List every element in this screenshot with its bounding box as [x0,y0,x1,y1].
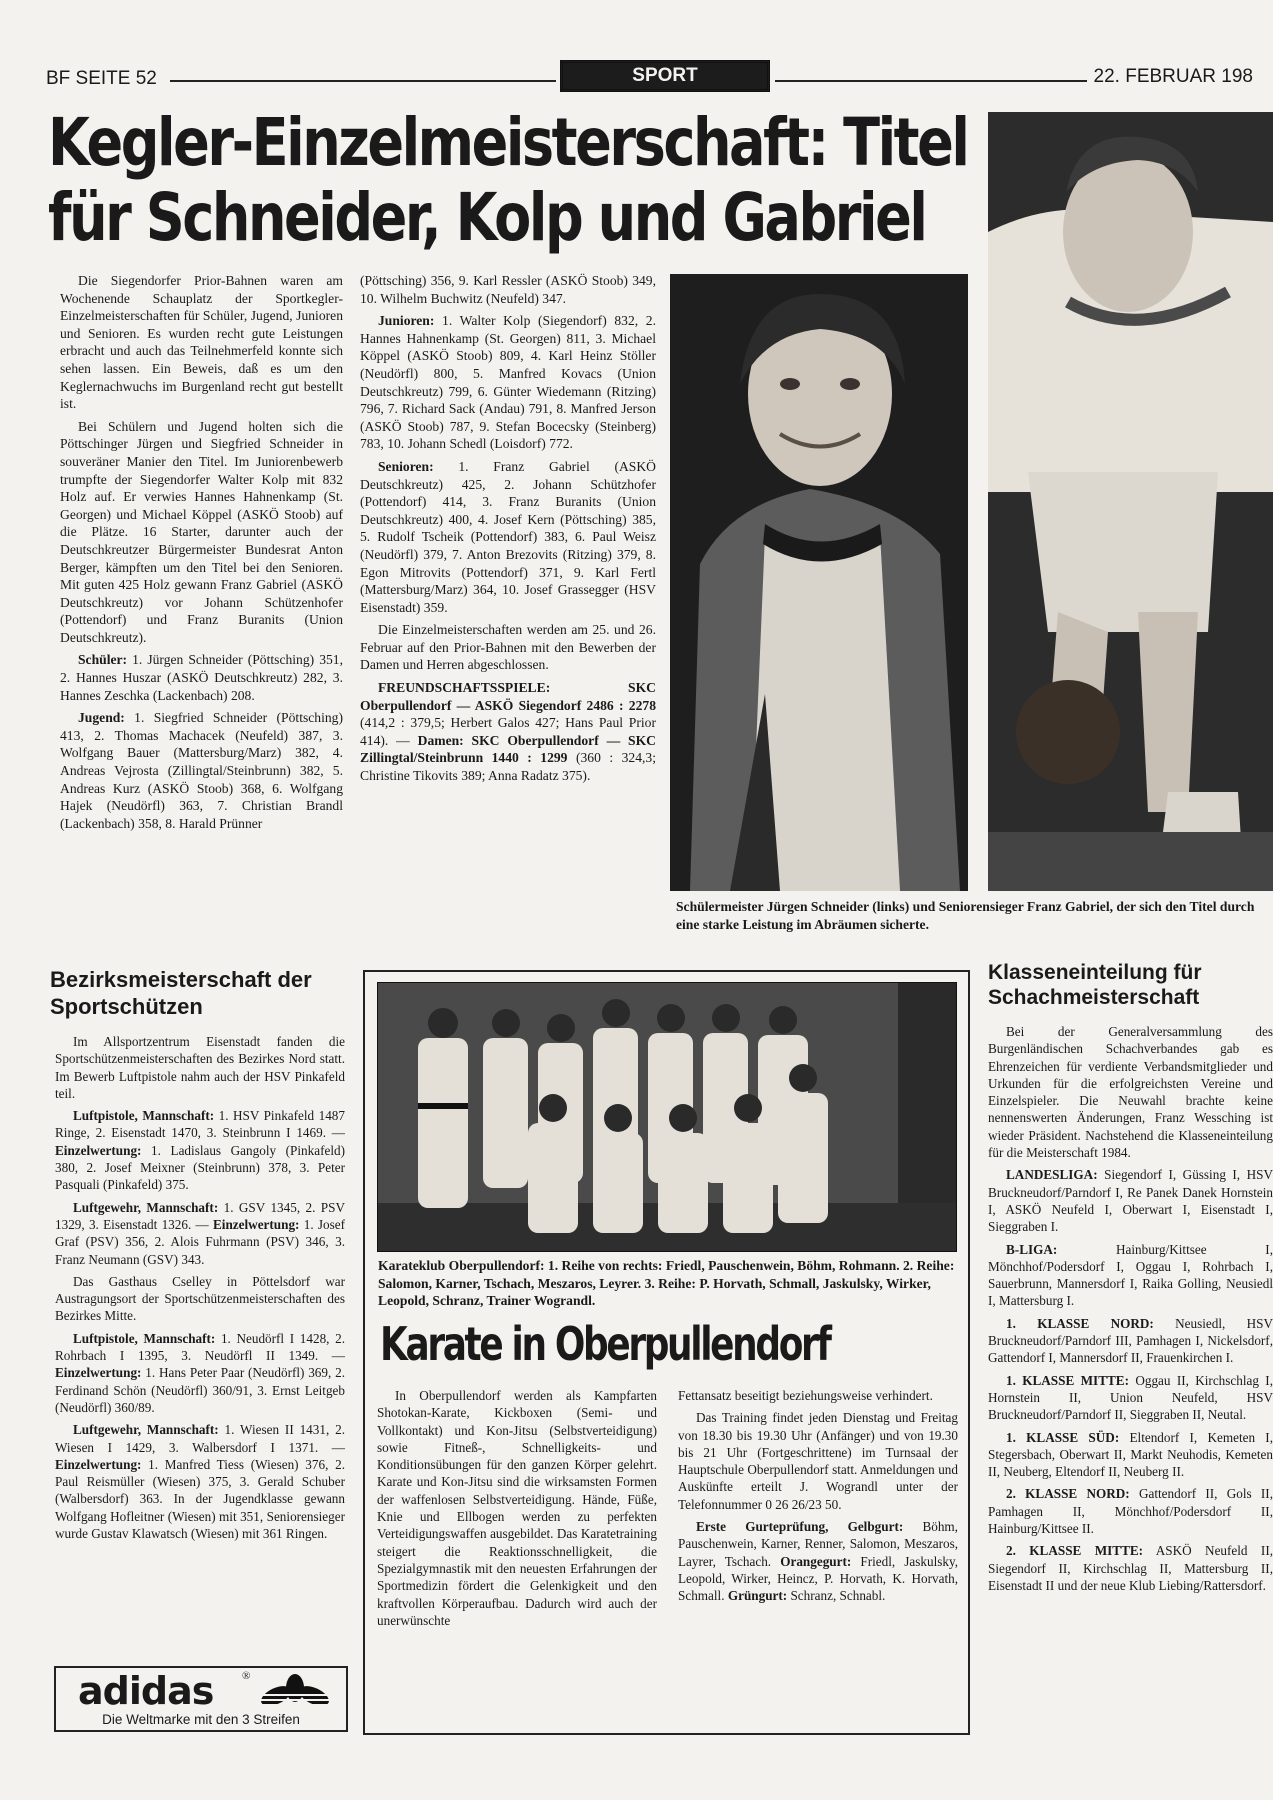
article-paragraph: Luftpistole, Mannschaft: 1. HSV Pinkafeld 1487 Ringe, 2. Eisenstadt 1470, 3. Steinbrunn I 1469. — Einzelwertung: 1. Ladislaus Gangoly (Pinkafeld) 380, 2. Josef Meixner (Steinbrunn) 378, 3. Peter Pasquali (Pinkafeld) 375. [55,1108,345,1193]
photo-franz-gabriel [988,112,1273,891]
chess-headline: Klasseneinteilung für Schachmeisterschaft [988,961,1202,1009]
article-paragraph: Jugend: 1. Siegfried Schneider (Pöttsching) 413, 2. Thomas Machacek (Neufeld) 387, 3. Wolfgang Bauer (Mattersburg/Marz) 382, 4. Andreas Vejrosta (Zillingtal/Steinbrunn) 382, 5. Andreas Kurz (ASKÖ Stoob) 368, 6. Wolfgang Hajek (Neudörfl) 363, 7. Christian Brandl (Lackenbach) 358, 8. Harald Prünner [60,710,343,831]
main-headline-line1: Kegler-Einzelmeisterschaft: Titel [48,104,968,181]
karate-headline: Karate in Oberpullendorf [380,1317,830,1371]
article-paragraph: Luftgewehr, Mannschaft: 1. GSV 1345, 2. PSV 1329, 3. Eisenstadt 1326. — Einzelwertung: 1. Josef Graf (PSV) 356, 2. Alois Fuhrmann (PSV) 346, 3. Franz Neumann (GSV) 343. [55,1199,345,1267]
karate-article-col2 [678,1387,958,1610]
boy-photo-illustration [670,274,968,891]
article-paragraph: Das Gasthaus Cselley in Pöttelsdorf war Austragungsort der Sportschützenmeisterschaften des Bezirkes Mitte. [55,1273,345,1324]
man-photo-illustration [988,112,1273,891]
article-paragraph: Luftgewehr, Mannschaft: 1. Wiesen II 1431, 2. Wiesen I 1429, 3. Walbersdorf I 1371. — Einzelwertung: 1. Manfred Tiess (Wiesen) 376, 2. Paul Reismüller (Wiesen) 375, 3. Gerald Schuber (Walbersdorf) 363. In der Jugendklasse gewann Wolfgang Hofleitner (Wiesen) mit 351, Seniorensieger wurde Gustav Klawatsch (Wiesen) mit 361 Ringen. [55,1422,345,1542]
shooting-article [55,1033,345,1547]
article-paragraph: (Pöttsching) 356, 9. Karl Ressler (ASKÖ Stoob) 349, 10. Wilhelm Buchwitz (Neufeld) 347. [360,273,656,306]
article-paragraph: 1. KLASSE MITTE: Oggau II, Kirchschlag I, Hornstein II, Union Neufeld, HSV Bruckneudorf/Parndorf II, Sieggraben II, Neutal. [988,1372,1273,1423]
adidas-advertisement [54,1666,348,1732]
header-rule-left [170,80,556,82]
main-article-col2 [360,272,656,790]
header-rule-right [775,80,1087,82]
article-paragraph: Im Allsportzentrum Eisenstadt fanden die Sportschützenmeisterschaften des Bezirkes Nord statt. Im Bewerb Luftpistole nahm auch der HSV Pinkafeld teil. [55,1034,345,1101]
article-paragraph: FREUNDSCHAFTSSPIELE: SKC Oberpullendorf — ASKÖ Siegendorf 2486 : 2278 (414,2 : 379,5; Herbert Galos 427; Hans Paul Prior 414). — Damen: SKC Oberpullendorf — SKC Zillingtal/Steinbrunn 1440 : 1299 (360 : 324,3; Christine Tikovits 389; Anna Radatz 375). [360,680,656,784]
article-paragraph: Die Einzelmeisterschaften werden am 25. und 26. Februar auf den Prior-Bahnen mit den Bewerben der Damen und Herren abgeschlossen. [360,622,656,673]
karate-group-photo [377,982,957,1252]
karate-photo-caption: Karateklub Oberpullendorf: 1. Reihe von rechts: Friedl, Pauschenwein, Böhm, Rohmann. 2. Reihe: Salomon, Karner, Tschach, Meszaros, Leyrer. 3. Reihe: P. Horvath, Schmall, Jaskulsky, Wirker, Leopold, Schranz, Trainer Wograndl. [378,1258,955,1308]
karate-article-col1 [377,1387,657,1634]
article-paragraph: Bei der Generalversammlung des Burgenländischen Schachverbandes gab es Ehrenzeichen für verdiente Verbandsmitglieder und Urkunden für die erfolgreichsten Vereine und Einzelspieler. Die Neuwahl brachte keine nennenswerten Änderungen, Franz Wessching ist wieder Präsident. Nachstehend die Klasseneinteilung für die Meisterschaft 1984. [988,1024,1273,1161]
issue-date: 22. FEBRUAR 198 [1093,66,1253,87]
article-paragraph: Die Siegendorfer Prior-Bahnen waren am Wochenende Schauplatz der Sportkegler-Einzelmeisterschaften für Schüler, Jugend, Junioren und Senioren. Es wurden recht gute Leistungen erbracht und auch das Teilnehmerfeld konnte sich sehen lassen. Ein Beweis, daß es um den Keglernachwuchs im Burgenland recht gut bestellt ist. [60,273,343,412]
page-number: BF SEITE 52 [46,68,157,89]
photo-caption: Schülermeister Jürgen Schneider (links) und Seniorensieger Franz Gabriel, der sich den Titel durch eine starke Leistung im Abräumen sicherte. [676,899,1255,932]
article-paragraph: 2. KLASSE MITTE: ASKÖ Neufeld II, Siegendorf II, Kirchschlag II, Mattersburg II, Eisenstadt II und der neue Klub Liebing/Rattersdorf. [988,1543,1273,1593]
karate-team-illustration [378,983,956,1251]
trefoil-icon [256,1674,334,1710]
article-paragraph: Junioren: 1. Walter Kolp (Siegendorf) 832, 2. Hannes Hahnenkamp (St. Georgen) 811, 3. Michael Köppel (ASKÖ Stoob) 809, 4. Karl Heinz Stöller (Neudörfl) 800, 5. Manfred Kovacs (Union Deutschkreutz) 799, 6. Günter Wiedemann (Ritzing) 796, 7. Richard Sack (Andau) 791, 8. Manfred Jerson (ASKÖ Stoob) 787, 9. Stefan Bocecsky (Steinberg) 783, 10. Johann Schedl (Loisdorf) 772. [360,313,656,452]
article-paragraph: LANDESLIGA: Siegendorf I, Güssing I, HSV Bruckneudorf/Parndorf I, Re Panek Danek Hornstein I, ASKÖ Neufeld I, Oberwart I, Eisenstadt I, Sieggraben I. [988,1167,1273,1235]
article-paragraph: Bei Schülern und Jugend holten sich die Pöttschinger Jürgen und Siegfried Schneider in souveräner Manier den Titel. Im Juniorenbewerb trumpfte der Siegendorfer Walter Kolp mit 832 Holz auf. Er verwies Hannes Hahnenkamp (St. Georgen) und Michael Köppel (ASKÖ Stoob) auf die Plätze. 16 Starter, darunter auch der Deutschkreutzer Bürgermeister Bundesrat Anton Berger, kämpften um den Titel bei den Senioren. Mit guten 425 Holz gewann Franz Gabriel (ASKÖ Deutschkreutz) vor Johann Schützenhofer (Pottendorf) und Franz Buranits (Union Deutschkreutz). [60,418,343,645]
photo-juergen-schneider [670,274,968,891]
chess-article [988,1023,1273,1599]
adidas-slogan: Die Weltmarke mit den 3 Streifen [102,1712,300,1727]
article-paragraph: Das Training findet jeden Dienstag und Freitag von 18.30 bis 19.30 Uhr (Anfänger) und von 19.30 bis 21 Uhr (Fortgeschrittene) im Turnsaal der Hauptschule Oberpullendorf statt. Anmeldungen und Auskünfte erteilt J. Wograndl unter der Telefonnummer 0 26 26/23 50. [678,1410,958,1512]
article-paragraph: 2. KLASSE NORD: Gattendorf II, Gols II, Pamhagen II, Mönchhof/Podersdorf II, Hainburg/Kittsee II. [988,1486,1273,1537]
article-paragraph: In Oberpullendorf werden als Kampfarten Shotokan-Karate, Kickboxen (Semi- und Vollkontakt) und Kon-Jitsu (Selbstverteidigung) sowie Fitneß-, Schnelligkeits- und Konditionsübungen für den ganzen Körper gelehrt. Karate und Kon-Jitsu sind die wirksamsten Formen der waffenlosen Selbstverteidigung. Hände, Füße, Knie und Ellbogen werden zu perfekten Verteidigungswaffen ausgebildet. Das Karatetraining steigert die Reaktionsschnelligkeit, die Spezialgymnastik mit den neuesten Erfahrungen der Sportmedizin fördert die Gelenkigkeit und den kraftvollen Körperaufbau. Dadurch wird auch der unerwünschte [377,1388,657,1628]
article-paragraph: B-LIGA: Hainburg/Kittsee I, Mönchhof/Podersdorf I, Oggau I, Rohrbach I, Sauerbrunn, Mannersdorf I, Raika Golling, Neusiedl I, Mattersburg I. [988,1241,1273,1309]
article-paragraph: 1. KLASSE NORD: Neusiedl, HSV Bruckneudorf/Parndorf III, Pamhagen I, Nickelsdorf, Gattendorf I, Mannersdorf II, Frauenkirchen I. [988,1315,1273,1366]
article-paragraph: 1. KLASSE SÜD: Eltendorf I, Kemeten I, Stegersbach, Oberwart II, Markt Neuhodis, Kemeten II, Neuberg, Eltendorf II, Neuberg II. [988,1429,1273,1480]
article-paragraph: Fettansatz beseitigt beziehungsweise verhindert. [678,1388,933,1403]
article-paragraph: Luftpistole, Mannschaft: 1. Neudörfl I 1428, 2. Rohrbach I 1395, 3. Neudörfl II 1349. — Einzelwertung: 1. Hans Peter Paar (Neudörfl) 369, 2. Ferdinand Schön (Neudörfl) 360/91, 3. Ernst Leitgeb (Neudörfl) 360/89. [55,1330,346,1415]
shooting-headline: Bezirksmeisterschaft der Sportschützen [50,967,312,1019]
article-paragraph: Erste Gurteprüfung, Gelbgurt: Böhm, Pauschenwein, Karner, Renner, Salomon, Meszaros, Layrer, Tschach. Orangegurt: Friedl, Jaskulsky, Leopold, Wirker, Heincz, P. Horvath, K. Horvath, Schmall. Grüngurt: Schranz, Schnabl. [678,1519,959,1604]
adidas-brand: adidas [78,1669,214,1713]
article-paragraph: Senioren: 1. Franz Gabriel (ASKÖ Deutschkreutz) 425, 2. Johann Schützhofer (Pottendorf) 414, 3. Franz Buranits (Union Deutschkreutz) 400, 4. Josef Kern (Pöttsching) 385, 5. Rudolf Tscheik (Pottendorf) 383, 6. Paul Weisz (Neudörfl) 379, 7. Anton Brezovits (Ritzing) 379, 8. Egon Mitrovits (Pottendorf) 371, 9. Karl Fertl (Mattersburg/Marz) 364, 10. Josef Grassegger (HSV Eisenstadt) 359. [360,458,656,615]
main-headline-line2: für Schneider, Kolp und Gabriel [48,179,926,256]
article-paragraph: Schüler: 1. Jürgen Schneider (Pöttsching) 351, 2. Hannes Huszar (ASKÖ Deutschkreutz) 282, 3. Hannes Zeschka (Lackenbach) 208. [60,652,343,703]
adidas-logo-row [56,1668,346,1712]
section-label: SPORT [560,60,770,92]
main-article-col1 [60,272,343,837]
registered-mark: ® [242,1670,251,1682]
